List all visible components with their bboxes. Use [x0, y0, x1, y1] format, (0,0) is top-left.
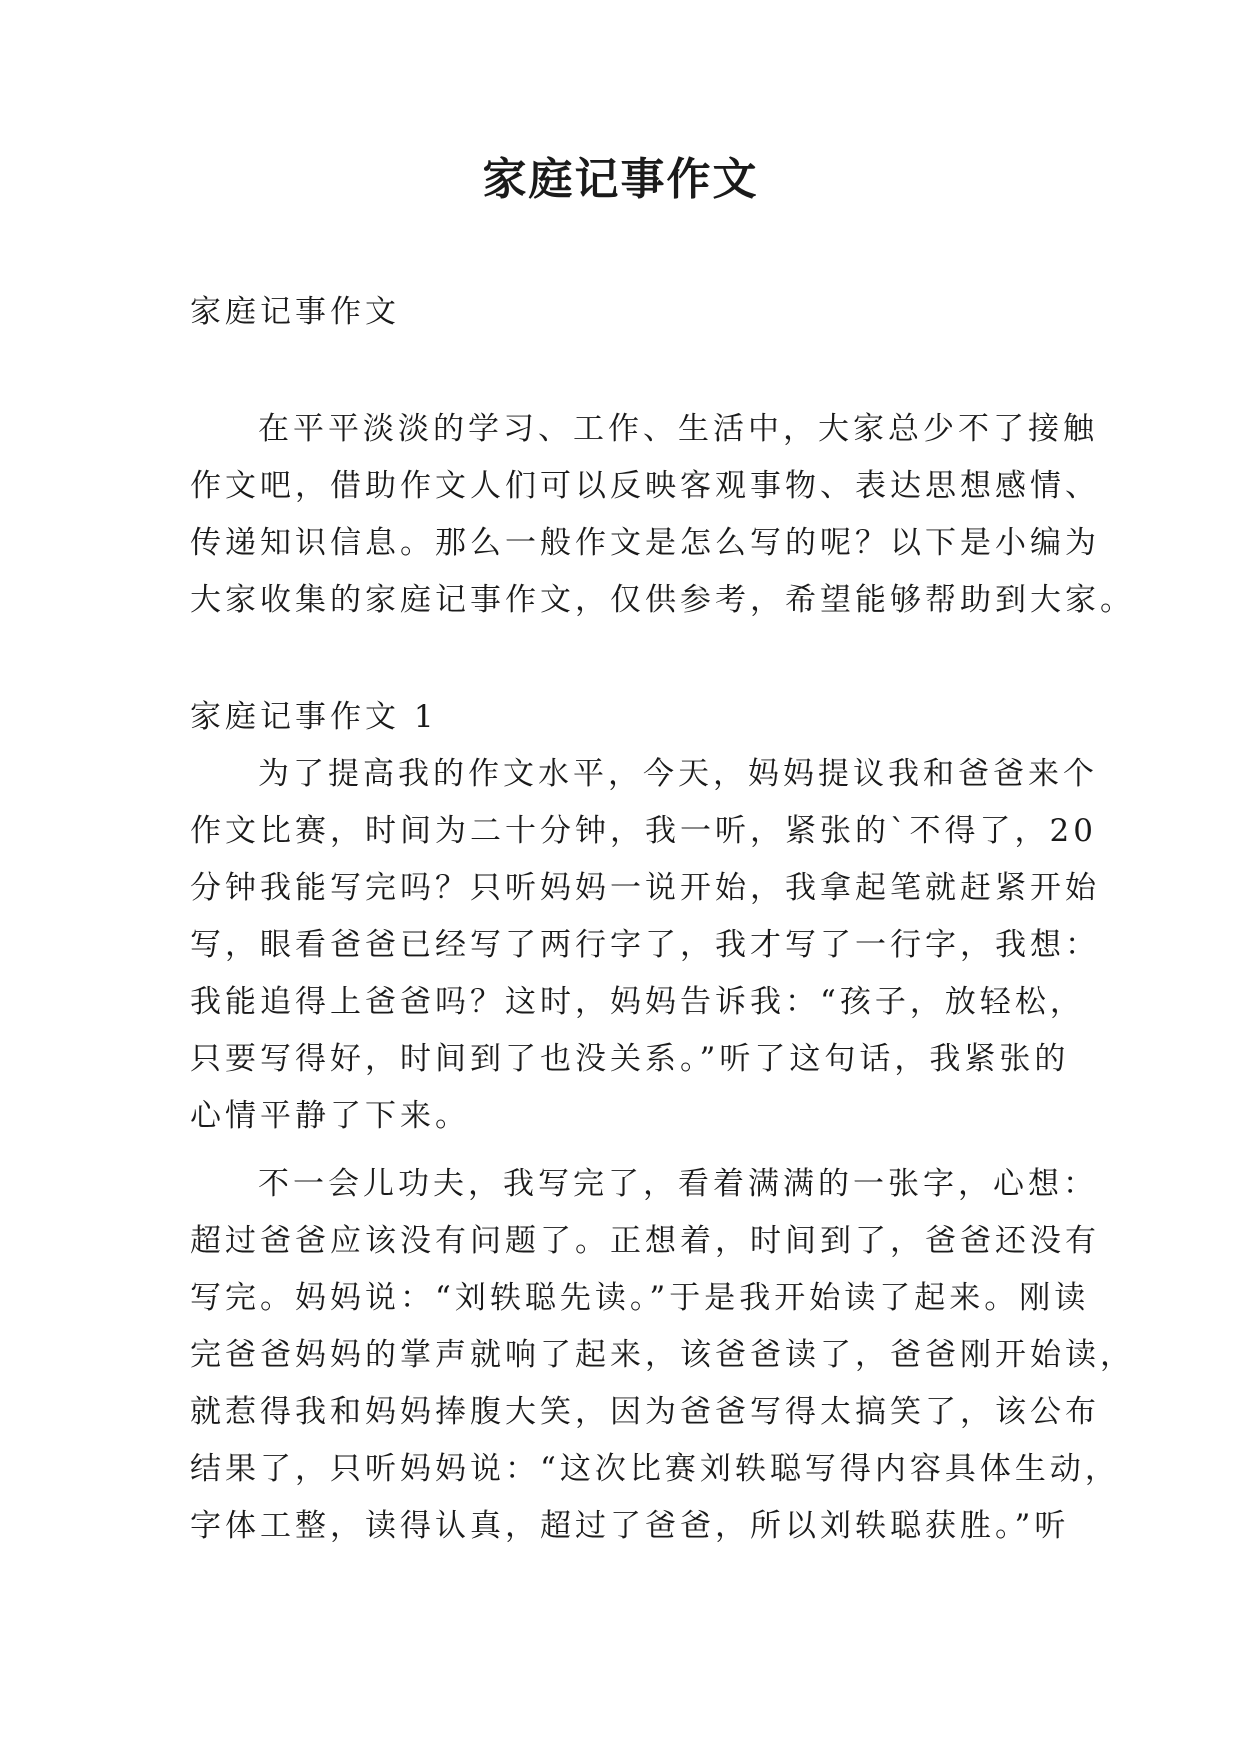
paragraph-line: 完爸爸妈妈的掌声就响了起来，该爸爸读了，爸爸刚开始读， — [190, 1337, 1135, 1373]
paragraph-line: 只要写得好，时间到了也没关系。”听了这句话，我紧张的 — [190, 1041, 1070, 1077]
paragraph-line: 结果了，只听妈妈说：“这次比赛刘轶聪写得内容具体生动， — [190, 1451, 1120, 1487]
paragraph-line: 写，眼看爸爸已经写了两行字了，我才写了一行字，我想： — [190, 927, 1100, 963]
paragraph-line: 就惹得我和妈妈捧腹大笑，因为爸爸写得太搞笑了，该公布 — [190, 1394, 1100, 1430]
intro-line: 在平平淡淡的学习、工作、生活中，大家总少不了接触 — [258, 411, 1098, 447]
paragraph-line: 写完。妈妈说：“刘轶聪先读。”于是我开始读了起来。刚读 — [190, 1280, 1090, 1316]
intro-line: 传递知识信息。那么一般作文是怎么写的呢？以下是小编为 — [190, 525, 1100, 561]
intro-line: 大家收集的家庭记事作文，仅供参考，希望能够帮助到大家。 — [190, 582, 1135, 618]
paragraph-line: 作文比赛，时间为二十分钟，我一听，紧张的`不得了，20 — [190, 813, 1097, 849]
paragraph-line: 分钟我能写完吗？只听妈妈一说开始，我拿起笔就赶紧开始 — [190, 870, 1100, 906]
document-title: 家庭记事作文 — [482, 154, 759, 205]
intro-line: 作文吧，借助作文人们可以反映客观事物、表达思想感情、 — [190, 468, 1100, 504]
paragraph-line: 字体工整，读得认真，超过了爸爸，所以刘轶聪获胜。”听 — [190, 1508, 1070, 1544]
paragraph-line: 不一会儿功夫，我写完了，看着满满的一张字，心想： — [258, 1166, 1098, 1202]
paragraph-line: 为了提高我的作文水平，今天，妈妈提议我和爸爸来个 — [258, 756, 1098, 792]
paragraph-line: 我能追得上爸爸吗？这时，妈妈告诉我：“孩子，放轻松， — [190, 984, 1085, 1020]
paragraph-line: 心情平静了下来。 — [190, 1098, 470, 1134]
paragraph-line: 超过爸爸应该没有问题了。正想着，时间到了，爸爸还没有 — [190, 1223, 1100, 1259]
document-subtitle: 家庭记事作文 — [190, 294, 400, 330]
section-heading: 家庭记事作文 1 — [190, 699, 438, 735]
